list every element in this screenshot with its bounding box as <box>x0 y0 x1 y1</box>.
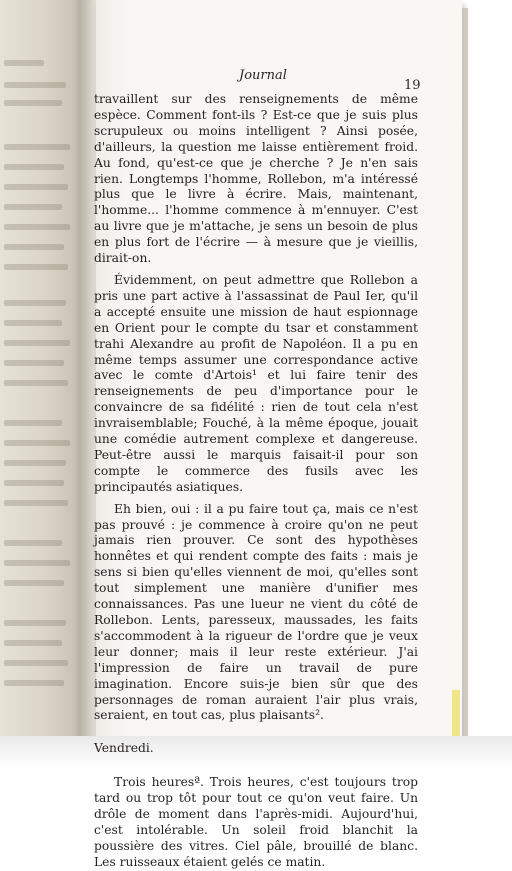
running-title: Journal <box>239 68 287 83</box>
faint-text-line <box>4 340 70 346</box>
faint-text-line <box>4 164 64 170</box>
left-page <box>0 0 80 736</box>
faint-text-line <box>4 540 62 546</box>
faint-text-line <box>4 640 62 646</box>
faint-text-line <box>4 620 66 626</box>
faint-text-line <box>4 100 62 106</box>
faint-text-line <box>4 680 64 686</box>
faint-text-line <box>4 244 64 250</box>
page-edges <box>462 8 468 738</box>
paragraph-1: travaillent sur des renseignements de même espèce. Comment font-ils ? Est-ce que je suis plus scrupuleux ou moins intelligent ? Ainsi posée, d'ailleurs, la question me laisse entièrement froid. Au fond, qu'est-ce que je cherche ? Je n'en sais rien. Longtemps l'homme, Rollebon, m'a intéressé plus que le livre à écrire. Mais, maintenant, l'homme... l'homme commence à m'ennuyer. C'est au livre que je m'attache, je sens un besoin de plus en plus fort de l'écrire — à mesure que je vieillis, dirait-on. <box>94 92 418 266</box>
faint-text-line <box>4 360 64 366</box>
faint-text-line <box>4 300 66 306</box>
faint-text-line <box>4 204 62 210</box>
faint-text-line <box>4 500 68 506</box>
faint-text-line <box>4 184 68 190</box>
faint-text-line <box>4 224 70 230</box>
faint-text-line <box>4 82 66 88</box>
paragraph-4: Trois heuresª. Trois heures, c'est toujours trop tard ou trop tôt pour tout ce qu'on veut faire. Un drôle de moment dans l'après-midi. Aujourd'hui, c'est intolérable. Un soleil froid blanchit la poussière des vitres. Ciel pâle, brouillé de blanc. Les ruisseaux étaient gelés ce matin. <box>94 775 418 869</box>
faint-text-line <box>4 480 64 486</box>
faint-text-line <box>4 264 68 270</box>
faint-text-line <box>4 320 62 326</box>
faint-text-line <box>4 440 70 446</box>
paragraph-3: Eh bien, oui : il a pu faire tout ça, mais ce n'est pas prouvé : je commence à croire qu'on ne peut jamais rien prouver. Ce sont des hypothèses honnêtes et qui rendent compte des faits : mais je sens si bien qu'elles viennent de moi, qu'elles sont tout simplement une manière d'unifier mes connaissances. Pas une lueur ne vient du côté de Rollebon. Lents, paresseux, maussades, les faits s'accommodent à la rigueur de l'ordre que je veux leur donner; mais il leur reste extérieur. J'ai l'impression de faire un travail de pure imagination. Encore suis-je bien sûr que des personnages de roman auraient l'air plus vrais, seraient, en tout cas, plus plaisants². <box>94 501 418 723</box>
faint-text-line <box>4 380 68 386</box>
faint-text-line <box>4 420 62 426</box>
faint-text-line <box>4 144 70 150</box>
paragraph-2: Évidemment, on peut admettre que Rollebon a pris une part active à l'assassinat de Paul Ier, qu'il a accepté ensuite une mission de haut espionnage en Orient pour le compte du tsar et constamment trahi Alexandre au profit de Napoléon. Il a pu en même temps assumer une correspondance active avec le comte d'Artois¹ et lui faire tenir des renseignements de peu d'importance pour le convaincre de sa fidélité : rien de tout cela n'est invraisemblable; Fouché, à la même époque, jouait une comédie autrement complexe et dangereuse. Peut-être aussi le marquis faisait-il pour son compte le commerce des fusils avec les principautés asiatiques. <box>94 272 418 494</box>
diary-date: Vendredi. <box>94 741 154 756</box>
faint-text-line <box>4 580 64 586</box>
faint-text-line <box>4 60 44 66</box>
faint-text-line <box>4 660 68 666</box>
faint-text-line <box>4 560 70 566</box>
page-number: 19 <box>404 78 421 93</box>
page-text <box>94 92 418 871</box>
faint-text-line <box>4 460 66 466</box>
bookmark-ribbon <box>452 690 460 742</box>
